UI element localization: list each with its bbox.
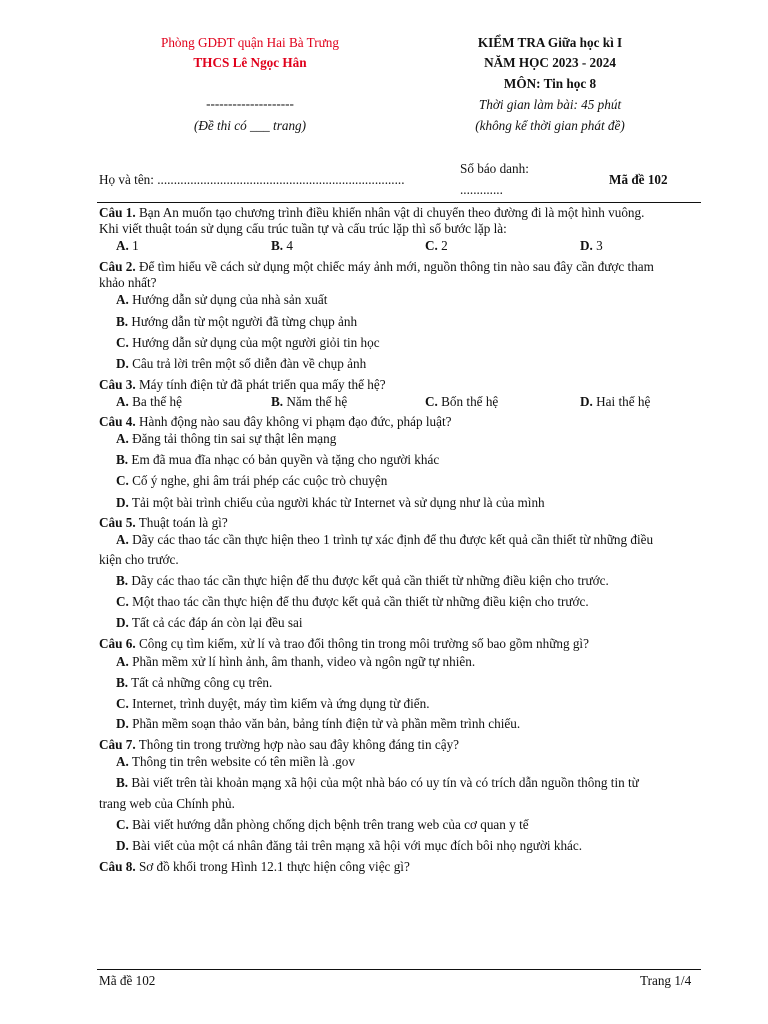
- q3-option-a: A. Ba thế hệ: [116, 394, 182, 409]
- q1-option-c: C. 2: [425, 238, 448, 253]
- q3-option-c: C. Bốn thế hệ: [425, 394, 499, 409]
- question-7: Câu 7. Thông tin trong trường hợp nào sau đây không đáng tin cậy?: [99, 737, 460, 752]
- question-1: Câu 1. Bạn An muốn tạo chương trình điều khiển nhân vật di chuyển theo đường đi là một hình vuông.: [99, 205, 645, 220]
- question-2: Câu 2. Để tìm hiểu về cách sử dụng một chiếc máy ảnh mới, nguồn thông tin nào sau đây cần được tham: [99, 259, 654, 274]
- page-count-note: (Đề thi có ___ trang): [193, 118, 307, 133]
- q4-option-c: C. Cố ý nghe, ghi âm trái phép các cuộc trò chuyện: [116, 473, 388, 488]
- question-4: Câu 4. Hành động nào sau đây không vi phạm đạo đức, pháp luật?: [99, 414, 452, 429]
- footer-divider: [97, 969, 701, 970]
- q7-option-b-cont: trang web của Chính phủ.: [99, 796, 235, 811]
- q4-option-d: D. Tải một bài trình chiếu của người khác từ Internet và sử dụng như là của mình: [116, 495, 545, 510]
- footer-exam-code: Mã đề 102: [99, 973, 156, 988]
- q7-option-a: A. Thông tin trên website có tên miền là .gov: [116, 754, 355, 769]
- q3-option-d: D. Hai thế hệ: [580, 394, 651, 409]
- q7-option-c: C. Bài viết hướng dẫn phòng chống dịch bệnh trên trang web của cơ quan y tế: [116, 817, 529, 832]
- q5-option-a-cont: kiện cho trước.: [99, 552, 179, 567]
- question-8: Câu 8. Sơ đồ khối trong Hình 12.1 thực hiện công việc gì?: [99, 859, 410, 874]
- school-name: THCS Lê Ngọc Hân: [193, 55, 307, 70]
- q6-option-a: A. Phần mềm xử lí hình ảnh, âm thanh, video và ngôn ngữ tự nhiên.: [116, 654, 476, 669]
- question-5: Câu 5. Thuật toán là gì?: [99, 515, 228, 530]
- question-6: Câu 6. Công cụ tìm kiếm, xử lí và trao đổi thông tin trong môi trường số bao gồm những gì?: [99, 636, 589, 651]
- q7-option-b: B. Bài viết trên tài khoản mạng xã hội của một nhà báo có uy tín và có trích dẫn nguồn thông tin từ: [116, 775, 639, 790]
- header-dashes: --------------------: [206, 96, 294, 111]
- exam-code: Mã đề 102: [609, 172, 668, 187]
- q1-option-a: A. 1: [116, 238, 139, 253]
- duration-note: (không kể thời gian phát đề): [475, 118, 625, 133]
- q1-option-b: B. 4: [271, 238, 293, 253]
- student-name-field: Họ và tên: ...........................................................................: [99, 172, 405, 187]
- candidate-number-label: Số báo danh:: [460, 161, 529, 176]
- q1-option-d: D. 3: [580, 238, 603, 253]
- q2-option-d: D. Câu trả lời trên một số diễn đàn về chụp ảnh: [116, 356, 367, 371]
- exam-title: KIỂM TRA Giữa học kì I: [477, 35, 623, 50]
- q4-option-b: B. Em đã mua đĩa nhạc có bản quyền và tặng cho người khác: [116, 452, 440, 467]
- header-divider: [97, 202, 701, 203]
- q5-option-a: A. Dãy các thao tác cần thực hiện theo 1 trình tự xác định để thu được kết quả cần thiết từ những điều: [116, 532, 654, 547]
- subject: MÔN: Tin học 8: [503, 76, 597, 91]
- q5-option-b: B. Dãy các thao tác cần thực hiện để thu được kết quả cần thiết từ những điều kiện cho trước.: [116, 573, 609, 588]
- q2-option-a: A. Hướng dẫn sử dụng của nhà sản xuất: [116, 292, 328, 307]
- q6-option-c: C. Internet, trình duyệt, máy tìm kiếm và ứng dụng từ điển.: [116, 696, 430, 711]
- q2-option-b: B. Hướng dẫn từ một người đã từng chụp ảnh: [116, 314, 358, 329]
- question-3: Câu 3. Máy tính điện tử đã phát triển qua mấy thế hệ?: [99, 377, 386, 392]
- q2-option-c: C. Hướng dẫn sử dụng của một người giỏi tin học: [116, 335, 380, 350]
- q5-option-c: C. Một thao tác cần thực hiện để thu được kết quả cần thiết từ những điều kiện cho trước.: [116, 594, 589, 609]
- q7-option-d: D. Bài viết của một cá nhân đăng tải trên mạng xã hội với mục đích bôi nhọ người khác.: [116, 838, 583, 853]
- exam-duration: Thời gian làm bài: 45 phút: [478, 97, 622, 112]
- q3-option-b: B. Năm thế hệ: [271, 394, 348, 409]
- question-1-cont: Khi viết thuật toán sử dụng cấu trúc tuần tự và cấu trúc lặp thì số bước lặp là:: [99, 221, 507, 236]
- q5-option-d: D. Tất cả các đáp án còn lại đều sai: [116, 615, 303, 630]
- question-2-cont: khảo nhất?: [99, 275, 157, 290]
- q6-option-b: B. Tất cả những công cụ trên.: [116, 675, 273, 690]
- department-name: Phòng GDĐT quận Hai Bà Trưng: [161, 35, 339, 50]
- school-year: NĂM HỌC 2023 - 2024: [484, 55, 616, 70]
- footer-page-number: Trang 1/4: [640, 973, 692, 988]
- q6-option-d: D. Phần mềm soạn thảo văn bản, bảng tính điện tử và phần mềm trình chiếu.: [116, 716, 521, 731]
- q4-option-a: A. Đăng tải thông tin sai sự thật lên mạng: [116, 431, 337, 446]
- candidate-number-dots: .............: [460, 182, 503, 197]
